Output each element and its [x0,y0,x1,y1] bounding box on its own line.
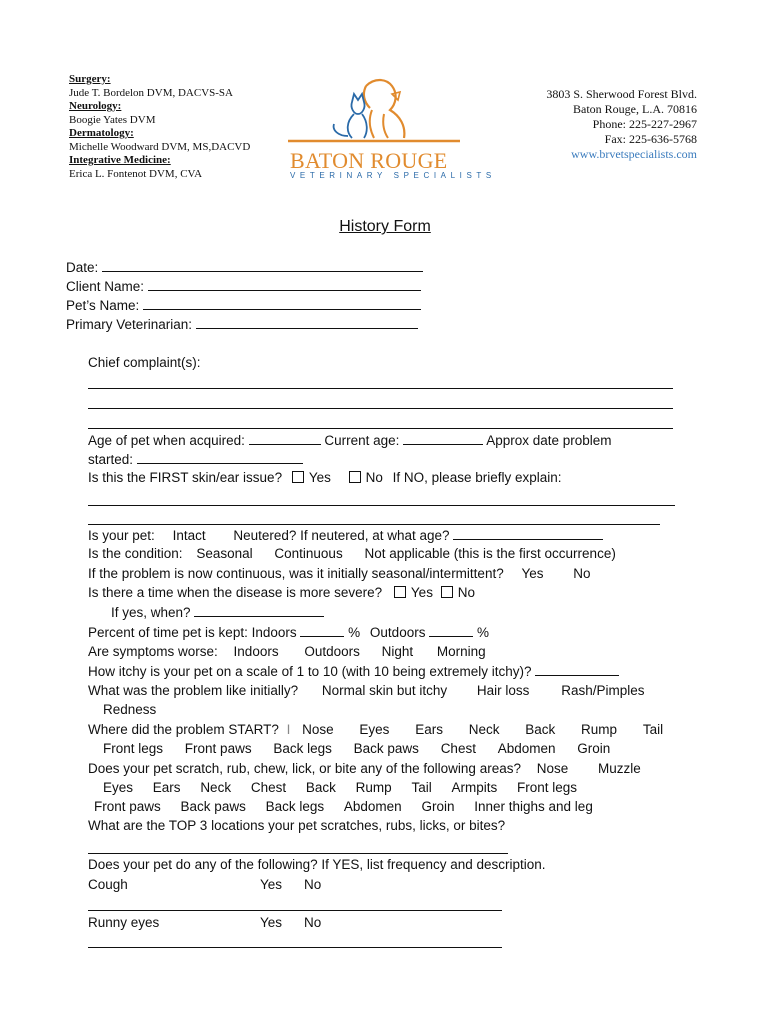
date-blank[interactable] [102,259,423,272]
current-age-blank[interactable] [403,432,483,445]
not-applicable-option[interactable]: Not applicable (this is the first occurrence) [364,546,616,561]
client-name-blank[interactable] [148,278,421,291]
severe-when-label: If yes, when? [111,605,191,620]
start-row-2 [103,741,610,756]
percent-indoors-label: Percent of time pet is kept: Indoors [88,625,297,640]
neutered-option[interactable]: Neutered? [233,528,297,543]
scratch-area[interactable]: Eyes [103,780,134,795]
itchy-row [88,663,619,679]
continuous-row [88,566,591,581]
client-name-field [66,278,421,294]
symptom-yes-option[interactable]: Yes [260,877,283,892]
worse-option[interactable]: Indoors [233,644,279,659]
following-question: Does your pet do any of the following? If YES, list frequency and description. [88,857,546,872]
worse-option[interactable]: Night [381,644,414,659]
scratch-area[interactable]: Back legs [265,799,325,814]
worse-option[interactable]: Outdoors [304,644,360,659]
neutered-age-blank[interactable] [453,527,603,540]
worse-row [88,644,486,659]
address-fax: Fax: 225-636-5768 [604,132,697,146]
staff-heading: Dermatology: [69,127,134,139]
date-label: Date: [66,260,99,275]
scratch-row-2 [103,780,577,795]
continuous-no-option[interactable]: No [573,566,591,581]
started-row [88,451,303,467]
percent-sign: % [348,625,361,640]
scratch-area[interactable]: Nose [536,761,569,776]
explain-line[interactable] [88,505,675,506]
initial-option[interactable]: Rash/Pimples [561,683,645,698]
start-area[interactable]: Front legs [103,741,164,756]
start-row [88,722,663,737]
address-website[interactable]: www.brvetspecialists.com [571,147,697,161]
pet-name-label: Pet’s Name: [66,298,140,313]
clinic-logo-name: BATON ROUGE [290,148,448,173]
indoors-percent-blank[interactable] [300,624,344,637]
staff-heading: Surgery: [69,73,111,85]
scratch-row [88,761,641,776]
severe-yes-label: Yes [410,585,433,600]
worse-question: Are symptoms worse: [88,644,218,659]
approx-date-label: Approx date problem [486,433,612,448]
itchy-question: How itchy is your pet on a scale of 1 to 10 (with 10 being extremely itchy)? [88,664,532,679]
percent-row [88,624,489,640]
start-area[interactable]: Tail [642,722,664,737]
start-area[interactable]: Nose [302,722,334,737]
severe-when-row [111,604,324,620]
top3-line[interactable] [88,853,508,854]
address-street: 3803 S. Sherwood Forest Blvd. [546,87,697,101]
percent-sign: % [476,625,489,640]
itchy-blank[interactable] [535,663,619,676]
scratch-area[interactable]: Back paws [180,799,246,814]
symptom-row [88,915,321,930]
initial-option[interactable]: Normal skin but itchy [321,683,448,698]
symptom-row [88,877,321,892]
staff-heading: Integrative Medicine: [69,154,171,166]
severe-row [88,585,475,600]
symptom-no-option[interactable]: No [304,915,322,930]
scratch-row-3 [94,799,593,814]
condition-row [88,546,616,561]
age-row [88,432,612,448]
scratch-area[interactable]: Front paws [94,799,161,814]
pet-name-blank[interactable] [143,297,421,310]
symptom-no-option[interactable]: No [304,877,322,892]
start-area[interactable]: Groin [577,741,611,756]
severe-no-label: No [457,585,475,600]
severe-no-checkbox[interactable] [441,586,453,598]
start-area[interactable]: Back [525,722,556,737]
explain-line[interactable] [88,524,660,525]
initial-question: What was the problem like initially? [88,683,299,698]
staff-name: Jude T. Bordelon DVM, DACVS-SA [69,86,233,99]
initial-row [88,683,644,698]
first-issue-yes-checkbox[interactable] [292,471,304,483]
continuous-option[interactable]: Continuous [274,546,343,561]
start-area[interactable]: Ears [415,722,443,737]
form-title: History Form [339,218,431,235]
pet-name-field [66,297,421,313]
outdoors-percent-blank[interactable] [429,624,473,637]
primary-vet-blank[interactable] [196,316,418,329]
seasonal-option[interactable]: Seasonal [196,546,253,561]
address-city: Baton Rouge, L.A. 70816 [573,102,697,116]
start-area[interactable]: Chest [440,741,476,756]
first-issue-no-label: No [365,470,383,485]
start-area[interactable]: Neck [468,722,500,737]
initial-option[interactable]: Hair loss [476,683,530,698]
started-blank[interactable] [137,451,303,464]
continuous-yes-option[interactable]: Yes [521,566,544,581]
severe-when-blank[interactable] [194,604,324,617]
address-phone: Phone: 225-227-2967 [592,117,697,131]
start-area[interactable]: Back legs [273,741,332,756]
age-acquired-label: Age of pet when acquired: [88,433,245,448]
scratch-area[interactable]: Muzzle [598,761,641,776]
scratch-area[interactable]: Inner thighs and leg [474,799,593,814]
severe-question: Is there a time when the disease is more severe? [88,585,383,600]
intact-option[interactable]: Intact [172,528,206,543]
scratch-area[interactable]: Abdomen [343,799,402,814]
client-name-label: Client Name: [66,279,145,294]
first-issue-yes-label: Yes [308,470,331,485]
pet-status-question: Is your pet: [88,528,155,543]
start-mark: I [286,722,291,737]
first-issue-explain-label: If NO, please briefly explain: [392,470,562,485]
primary-vet-field [66,316,418,332]
date-field [66,259,423,275]
symptom-description-line[interactable] [88,947,502,948]
start-area[interactable]: Back paws [353,741,419,756]
clinic-logo-subtitle: VETERINARY SPECIALISTS [290,171,496,180]
start-area[interactable]: Front paws [184,741,252,756]
staff-name: Michelle Woodward DVM, MS,DACVD [69,140,251,153]
staff-name: Boogie Yates DVM [69,113,156,126]
initial-option[interactable]: Redness [103,702,157,717]
started-label: started: [88,452,134,467]
symptom-description-line[interactable] [88,910,502,911]
scratch-area[interactable]: Neck [200,780,232,795]
top3-question: What are the TOP 3 locations your pet scratches, rubs, licks, or bites? [88,818,506,833]
symptom-name: Cough [88,877,128,892]
chief-complaint-line[interactable] [88,428,673,429]
staff-heading: Neurology: [69,100,122,112]
staff-list [69,73,250,181]
age-acquired-blank[interactable] [249,432,321,445]
scratch-area[interactable]: Groin [421,799,455,814]
worse-option[interactable]: Morning [436,644,486,659]
scratch-area[interactable]: Tail [411,780,432,795]
start-area[interactable]: Eyes [359,722,390,737]
chief-complaint-line[interactable] [88,408,673,409]
scratch-area[interactable]: Armpits [451,780,498,795]
severe-yes-checkbox[interactable] [394,586,406,598]
symptom-name: Runny eyes [88,915,160,930]
start-question: Where did the problem START? [88,722,279,737]
neutered-age-label: If neutered, at what age? [300,528,450,543]
staff-name: Erica L. Fontenot DVM, CVA [69,167,203,180]
first-issue-no-checkbox[interactable] [349,471,361,483]
chief-complaint-line[interactable] [88,388,673,389]
start-area[interactable]: Rump [581,722,618,737]
current-age-label: Current age: [324,433,400,448]
first-issue-question: Is this the FIRST skin/ear issue? [88,470,283,485]
scratch-area[interactable]: Rump [355,780,392,795]
clinic-address [546,87,697,162]
outdoors-label: Outdoors [369,625,426,640]
scratch-area[interactable]: Chest [250,780,287,795]
first-issue-row [88,470,562,485]
symptom-yes-option[interactable]: Yes [260,915,283,930]
continuous-question: If the problem is now continuous, was it initially seasonal/intermittent? [88,566,504,581]
scratch-area[interactable]: Front legs [517,780,578,795]
chief-complaint-label: Chief complaint(s): [88,355,201,370]
scratch-area[interactable]: Back [305,780,336,795]
scratch-area[interactable]: Ears [152,780,181,795]
start-area[interactable]: Abdomen [497,741,556,756]
condition-question: Is the condition: [88,546,183,561]
scratch-question: Does your pet scratch, rub, chew, lick, or bite any of the following areas? [88,761,521,776]
primary-vet-label: Primary Veterinarian: [66,317,193,332]
pet-status-row [88,527,603,543]
